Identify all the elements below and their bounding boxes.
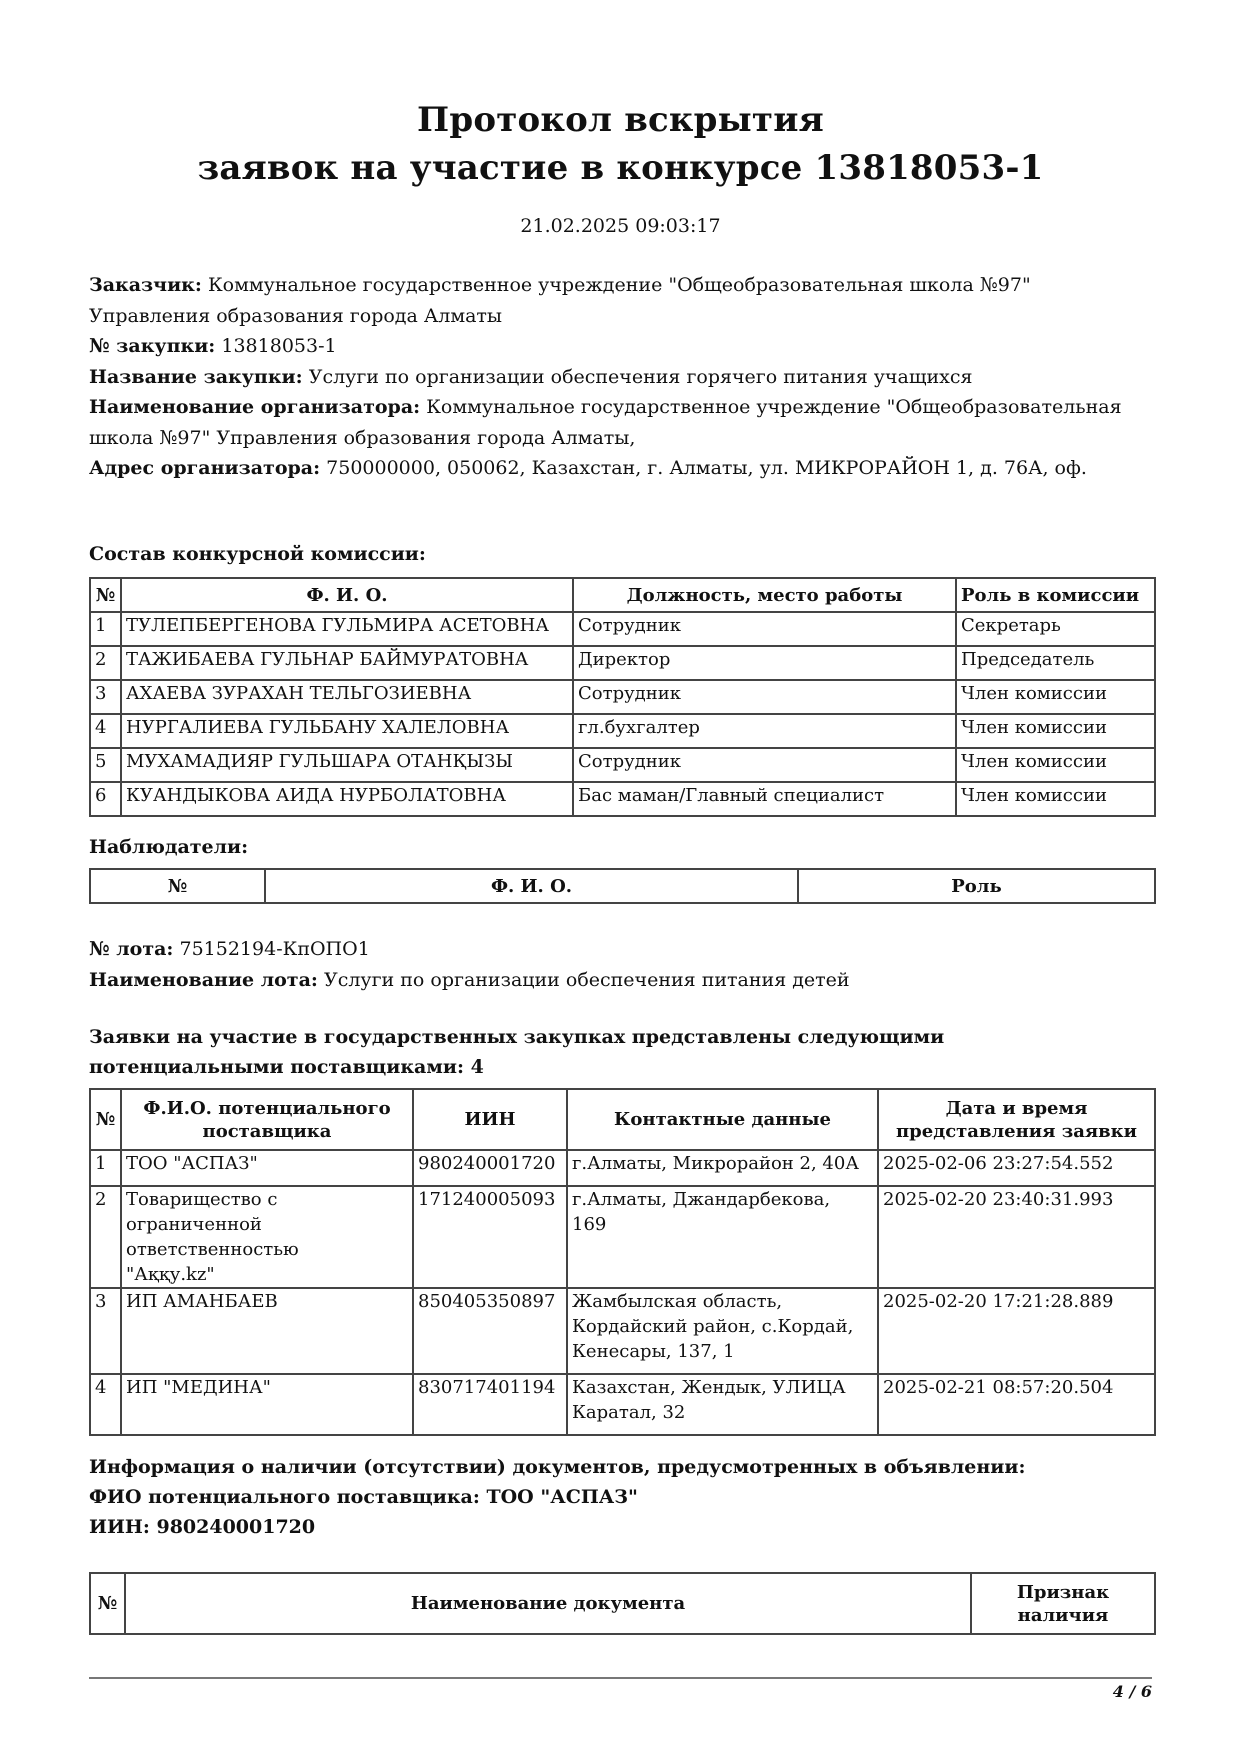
customer-field [89, 270, 1154, 331]
supplier-name: Товарищество с ограниченной ответственностью "Аққу.kz" [121, 1186, 413, 1288]
table-row [90, 748, 1155, 782]
applications-table [89, 1088, 1156, 1436]
member-role: Член комиссии [956, 782, 1155, 816]
supplier-contacts: г.Алматы, Джандарбекова, 169 [567, 1186, 878, 1288]
organizer-field [89, 392, 1154, 453]
column-header-supplier: Ф.И.О. потенциального поставщика [121, 1089, 413, 1150]
lot-name-field [89, 965, 1154, 996]
supplier-name: ИП АМАНБАЕВ [121, 1288, 413, 1374]
table-row [90, 714, 1155, 748]
lot-name-value: Услуги по организации обеспечения питания детей [323, 968, 850, 991]
member-position: гл.бухгалтер [573, 714, 956, 748]
row-number: 1 [90, 1150, 121, 1186]
member-role: Председатель [956, 646, 1155, 680]
organizer-address-value: 750000000, 050062, Казахстан, г. Алматы, ул. МИКРОРАЙОН 1, д. 76А, оф. [326, 457, 1087, 479]
column-header-name: Ф. И. О. [121, 578, 573, 612]
table-row [90, 680, 1155, 714]
column-header-name: Ф. И. О. [265, 869, 798, 903]
row-number: 4 [90, 1374, 121, 1435]
member-name: МУХАМАДИЯР ГУЛЬШАРА ОТАНҚЫЗЫ [121, 748, 573, 782]
column-header-availability: Признак наличия [971, 1573, 1155, 1634]
table-header-row [90, 1089, 1155, 1150]
row-number: 2 [90, 646, 121, 680]
organizer-value: Коммунальное государственное учреждение "Общеобразовательная школа №97" Управления образования города Алматы, [89, 396, 1122, 449]
table-row [90, 1374, 1155, 1435]
document-datetime: 21.02.2025 09:03:17 [520, 215, 721, 237]
column-header-contacts: Контактные данные [567, 1089, 878, 1150]
supplier-iin: 171240005093 [413, 1186, 567, 1288]
observers-heading: Наблюдатели: [89, 836, 249, 858]
documents-iin-line: ИИН: 980240001720 [89, 1516, 316, 1538]
document-title [0, 96, 1241, 192]
column-header-iin: ИИН [413, 1089, 567, 1150]
commission-table [89, 577, 1156, 817]
table-row [90, 782, 1155, 816]
member-role: Секретарь [956, 612, 1155, 646]
lot-number-label: № лота: [89, 938, 174, 960]
organizer-address-label: Адрес организатора: [89, 457, 321, 479]
submission-datetime: 2025-02-20 23:40:31.993 [878, 1186, 1155, 1288]
column-header-submitted: Дата и время представления заявки [878, 1089, 1155, 1150]
purchase-number-field [89, 331, 1154, 362]
submission-datetime: 2025-02-20 17:21:28.889 [878, 1288, 1155, 1374]
footer-divider [89, 1677, 1152, 1679]
member-position: Сотрудник [573, 612, 956, 646]
member-role: Член комиссии [956, 748, 1155, 782]
table-row [90, 1186, 1155, 1288]
row-number: 2 [90, 1186, 121, 1288]
organizer-address-field [89, 453, 1154, 484]
title-line-2: заявок на участие в конкурсе 13818053-1 [197, 148, 1044, 188]
member-name: КУАНДЫКОВА АИДА НУРБОЛАТОВНА [121, 782, 573, 816]
table-row [90, 612, 1155, 646]
supplier-name: ИП "МЕДИНА" [121, 1374, 413, 1435]
title-line-1: Протокол вскрытия [417, 100, 824, 140]
member-position: Директор [573, 646, 956, 680]
organizer-label: Наименование организатора: [89, 396, 421, 418]
row-number: 6 [90, 782, 121, 816]
member-name: АХАЕВА ЗУРАХАН ТЕЛЬГОЗИЕВНА [121, 680, 573, 714]
customer-label: Заказчик: [89, 274, 202, 296]
lot-name-label: Наименование лота: [89, 968, 318, 991]
purchase-name-label: Название закупки: [89, 365, 303, 388]
customer-value: Коммунальное государственное учреждение "Общеобразовательная школа №97" Управления образования города Алматы [89, 274, 1031, 327]
documents-info-heading: Информация о наличии (отсутствии) документов, предусмотренных в объявлении: [89, 1456, 1026, 1478]
member-role: Член комиссии [956, 714, 1155, 748]
lot-number-value: 75152194-КпОПО1 [179, 938, 370, 960]
row-number: 5 [90, 748, 121, 782]
submission-datetime: 2025-02-06 23:27:54.552 [878, 1150, 1155, 1186]
row-number: 4 [90, 714, 121, 748]
member-name: ТУЛЕПБЕРГЕНОВА ГУЛЬМИРА АСЕТОВНА [121, 612, 573, 646]
submission-datetime: 2025-02-21 08:57:20.504 [878, 1374, 1155, 1435]
column-header-number: № [90, 1089, 121, 1150]
column-header-role: Роль [798, 869, 1155, 903]
column-header-position: Должность, место работы [573, 578, 956, 612]
purchase-info-block [89, 270, 1154, 484]
table-row [90, 1150, 1155, 1186]
member-name: ТАЖИБАЕВА ГУЛЬНАР БАЙМУРАТОВНА [121, 646, 573, 680]
observers-table [89, 868, 1156, 904]
column-header-number: № [90, 578, 121, 612]
supplier-iin: 830717401194 [413, 1374, 567, 1435]
member-position: Сотрудник [573, 680, 956, 714]
table-header-row [90, 578, 1155, 612]
lot-info-block [89, 934, 1154, 995]
purchase-number-value: 13818053-1 [221, 335, 337, 357]
commission-heading: Состав конкурсной комиссии: [89, 543, 426, 565]
supplier-contacts: Жамбылская область, Кордайский район, с.Кордай, Кенесары, 137, 1 [567, 1288, 878, 1374]
table-header-row [90, 869, 1155, 903]
lot-number-field [89, 934, 1154, 965]
column-header-number: № [90, 869, 265, 903]
documents-table [89, 1572, 1156, 1635]
documents-supplier-line: ФИО потенциального поставщика: ТОО "АСПАЗ" [89, 1486, 638, 1508]
row-number: 1 [90, 612, 121, 646]
row-number: 3 [90, 1288, 121, 1374]
row-number: 3 [90, 680, 121, 714]
supplier-iin: 850405350897 [413, 1288, 567, 1374]
page-number: 4 / 6 [1112, 1682, 1152, 1701]
documents-info-block [89, 1452, 1025, 1542]
supplier-name: ТОО "АСПАЗ" [121, 1150, 413, 1186]
supplier-contacts: Казахстан, Жендык, УЛИЦА Каратал, 32 [567, 1374, 878, 1435]
table-row [90, 1288, 1155, 1374]
column-header-number: № [90, 1573, 125, 1634]
purchase-name-field [89, 362, 1154, 393]
member-position: Бас маман/Главный специалист [573, 782, 956, 816]
member-name: НУРГАЛИЕВА ГУЛЬБАНУ ХАЛЕЛОВНА [121, 714, 573, 748]
member-role: Член комиссии [956, 680, 1155, 714]
table-row [90, 646, 1155, 680]
member-position: Сотрудник [573, 748, 956, 782]
supplier-contacts: г.Алматы, Микрорайон 2, 40А [567, 1150, 878, 1186]
table-header-row [90, 1573, 1155, 1634]
purchase-number-label: № закупки: [89, 335, 216, 357]
supplier-iin: 980240001720 [413, 1150, 567, 1186]
column-header-document-name: Наименование документа [125, 1573, 971, 1634]
purchase-name-value: Услуги по организации обеспечения горячего питания учащихся [308, 365, 973, 388]
applications-heading: Заявки на участие в государственных закупках представлены следующими потенциальными поставщиками: 4 [89, 1026, 945, 1078]
column-header-role: Роль в комиссии [956, 578, 1155, 612]
